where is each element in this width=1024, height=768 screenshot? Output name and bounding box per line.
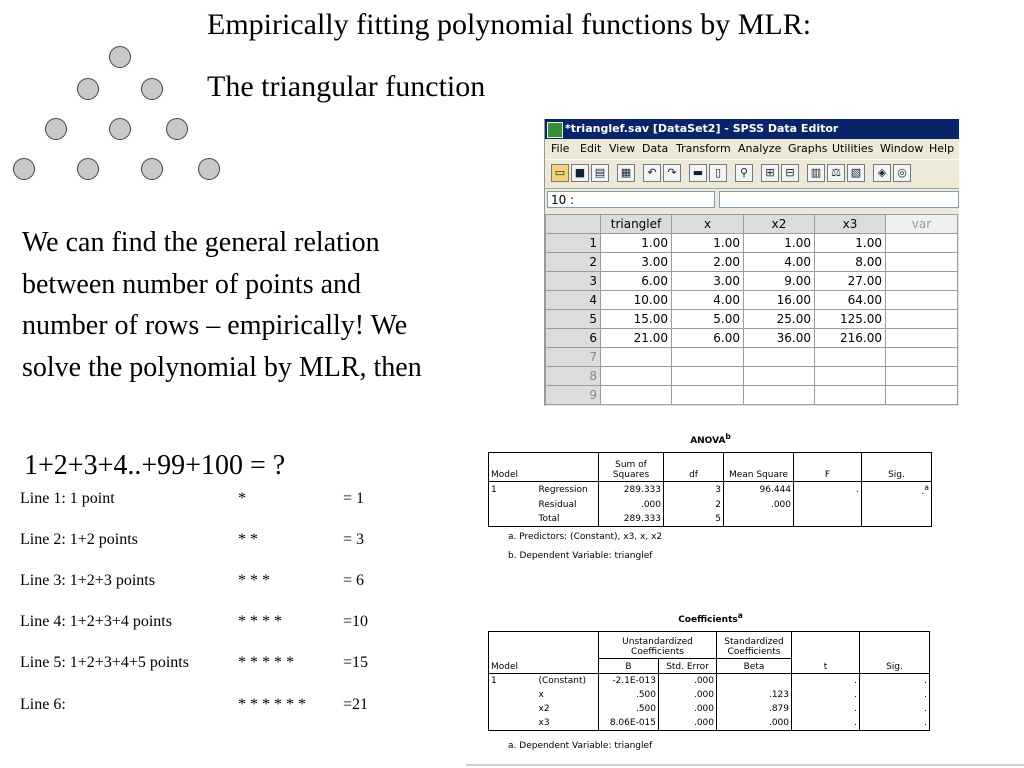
cell-reference-field[interactable]: 10 :	[547, 191, 715, 208]
spss-window-title: *trianglef.sav [DataSet2] - SPSS Data Editor	[565, 122, 839, 135]
anova-header-ms: Mean Square	[724, 453, 794, 482]
table-row	[489, 498, 932, 512]
coef-sig: .	[860, 674, 930, 689]
column-header[interactable]: x2	[744, 215, 815, 234]
anova-note-b: b. Dependent Variable: trianglef	[508, 551, 653, 561]
grid-cell[interactable]: 5.00	[672, 310, 744, 329]
grid-cell[interactable]: 3.00	[601, 253, 672, 272]
anova-ss: 289.333	[599, 512, 664, 527]
triangle-dots-diagram	[0, 0, 230, 190]
coef-header-standardized: Standardized Coefficients	[717, 632, 792, 659]
cell-value-field[interactable]	[719, 191, 959, 208]
grid-cell[interactable]	[886, 291, 958, 310]
anova-row-label: Regression	[537, 482, 599, 499]
anova-title: ANOVA$^b$	[690, 432, 731, 446]
grid-cell[interactable]	[815, 386, 886, 405]
grid-cell[interactable]: 9.00	[744, 272, 815, 291]
anova-table	[488, 452, 932, 527]
row-header[interactable]: 1	[546, 234, 601, 253]
column-header[interactable]: x3	[815, 215, 886, 234]
row-header[interactable]: 2	[546, 253, 601, 272]
coef-t: .	[792, 702, 860, 716]
grid-cell[interactable]	[886, 253, 958, 272]
coefficients-title-footnote: a	[737, 611, 743, 620]
grid-cell[interactable]: 25.00	[744, 310, 815, 329]
undo-icon[interactable]: ↶	[643, 164, 661, 182]
grid-cell[interactable]: 1.00	[815, 234, 886, 253]
menu-edit[interactable]: Edit	[580, 142, 602, 155]
grid-cell[interactable]	[886, 234, 958, 253]
row-header[interactable]: 4	[546, 291, 601, 310]
coef-header-model: Model	[491, 662, 519, 672]
spss-cell-editor-bar	[545, 189, 959, 211]
grid-cell[interactable]	[744, 348, 815, 367]
grid-cell[interactable]	[672, 367, 744, 386]
coefficients-output	[488, 611, 933, 761]
coef-t: .	[792, 716, 860, 731]
row-header[interactable]: 8	[546, 367, 601, 386]
table-row	[546, 291, 958, 310]
redo-icon[interactable]: ↷	[663, 164, 681, 182]
line-total: =15	[343, 654, 369, 671]
row-header[interactable]: 9	[546, 386, 601, 405]
use-sets-icon[interactable]: ◎	[893, 164, 911, 182]
coef-beta: .000	[717, 716, 792, 731]
table-row	[489, 674, 930, 689]
line-stars: * * * * * *	[238, 696, 306, 713]
anova-sig: .$^a$	[862, 482, 932, 499]
anova-ss: .000	[599, 498, 664, 512]
line-label: Line 3: 1+2+3 points	[20, 572, 155, 589]
dot-row3-3	[166, 118, 188, 140]
grid-cell[interactable]: 6.00	[672, 329, 744, 348]
dot-row4-3	[141, 158, 163, 180]
coefficients-note-a: a. Dependent Variable: trianglef	[508, 741, 653, 751]
line-stars: *	[238, 490, 246, 507]
grid-cell[interactable]: 4.00	[672, 291, 744, 310]
grid-cell[interactable]	[744, 367, 815, 386]
spss-title-bar	[545, 119, 959, 139]
coef-sig: .	[860, 702, 930, 716]
dot-row1-1	[109, 46, 131, 68]
anova-df: 5	[664, 512, 724, 527]
body-paragraph: We can find the general relation between number of points and number of rows – empirically! We solve the polynomial by MLR, then	[22, 227, 422, 383]
dot-row4-1	[13, 158, 35, 180]
coef-t: .	[792, 674, 860, 689]
table-row	[546, 272, 958, 291]
grid-cell[interactable]: 27.00	[815, 272, 886, 291]
grid-cell[interactable]: 64.00	[815, 291, 886, 310]
menu-utilities[interactable]: Utilities	[832, 142, 874, 155]
coef-row-label: (Constant)	[537, 674, 599, 689]
coef-sig: .	[860, 688, 930, 702]
row-header[interactable]: 7	[546, 348, 601, 367]
menu-data[interactable]: Data	[642, 142, 669, 155]
anova-note-a: a. Predictors: (Constant), x3, x, x2	[508, 532, 663, 542]
coef-beta	[717, 674, 792, 689]
select-cases-icon[interactable]: ▧	[847, 164, 865, 182]
line-label: Line 4: 1+2+3+4 points	[20, 613, 172, 630]
grid-cell[interactable]: 10.00	[601, 291, 672, 310]
line-total: = 3	[343, 531, 365, 548]
table-row	[546, 386, 958, 405]
anova-sig	[862, 512, 932, 527]
coef-se: .000	[659, 674, 717, 689]
coef-beta: .123	[717, 688, 792, 702]
coef-header-sig: Sig.	[860, 632, 930, 674]
sum-question: 1+2+3+4..+99+100 = ?	[24, 450, 286, 481]
line-stars: * * * * *	[238, 654, 294, 671]
row-header[interactable]: 3	[546, 272, 601, 291]
grid-cell[interactable]: 1.00	[744, 234, 815, 253]
table-row	[489, 512, 932, 527]
line-label: Line 5: 1+2+3+4+5 points	[20, 654, 189, 671]
grid-cell[interactable]: 21.00	[601, 329, 672, 348]
grid-cell[interactable]	[886, 386, 958, 405]
coef-se: .000	[659, 702, 717, 716]
grid-cell[interactable]: 15.00	[601, 310, 672, 329]
menu-window[interactable]: Window	[880, 142, 924, 155]
grid-cell[interactable]	[744, 386, 815, 405]
column-header[interactable]: trianglef	[601, 215, 672, 234]
grid-cell[interactable]: 3.00	[672, 272, 744, 291]
line-stars: * *	[238, 531, 258, 548]
coef-se: .000	[659, 688, 717, 702]
coef-t: .	[792, 688, 860, 702]
anova-header-df: df	[664, 453, 724, 482]
line-total: =21	[343, 696, 369, 713]
grid-cell[interactable]	[601, 348, 672, 367]
anova-f: .	[794, 482, 862, 499]
line-total: = 1	[343, 490, 365, 507]
anova-ms	[724, 512, 794, 527]
dot-row2-2	[141, 78, 163, 100]
anova-header-f: F	[794, 453, 862, 482]
slide-title-line-2: The triangular function	[207, 70, 486, 103]
grid-cell[interactable]: 2.00	[672, 253, 744, 272]
table-row	[489, 688, 930, 702]
coefficients-title: Coefficients$^a$	[678, 611, 743, 625]
coef-header-beta: Beta	[717, 659, 792, 674]
line-label: Line 2: 1+2 points	[20, 531, 138, 548]
coef-row-label: x3	[538, 718, 550, 728]
grid-cell[interactable]	[672, 386, 744, 405]
open-icon[interactable]: ▭	[551, 164, 569, 182]
insert-variable-icon[interactable]: ⊟	[781, 164, 799, 182]
table-row	[546, 310, 958, 329]
line-stars: * * * *	[238, 613, 282, 630]
bottom-divider	[466, 764, 1024, 766]
grid-cell[interactable]	[886, 367, 958, 386]
anova-ss: 289.333	[599, 482, 664, 499]
spss-app-icon	[547, 122, 563, 138]
table-row	[546, 234, 958, 253]
split-file-icon[interactable]: ▥	[807, 164, 825, 182]
menu-transform[interactable]: Transform	[676, 142, 731, 155]
goto-case-icon[interactable]: ▬	[689, 164, 707, 182]
dot-row2-1	[77, 78, 99, 100]
grid-cell[interactable]	[886, 329, 958, 348]
grid-cell[interactable]	[886, 272, 958, 291]
anova-row-label: Residual	[538, 500, 577, 510]
spss-menu-bar	[545, 139, 959, 159]
table-row	[489, 482, 932, 499]
grid-cell[interactable]	[815, 348, 886, 367]
coef-header-t: t	[792, 632, 860, 674]
table-row	[546, 253, 958, 272]
coef-b: -2.1E-013	[599, 674, 659, 689]
anova-header-sig: Sig.	[862, 453, 932, 482]
coef-b: 8.06E-015	[599, 716, 659, 731]
grid-cell[interactable]: 4.00	[744, 253, 815, 272]
grid-cell[interactable]	[601, 386, 672, 405]
insert-cases-icon[interactable]: ⊞	[761, 164, 779, 182]
grid-cell[interactable]	[815, 367, 886, 386]
grid-cell[interactable]	[886, 310, 958, 329]
grid-cell[interactable]	[672, 348, 744, 367]
dot-row3-2	[109, 118, 131, 140]
column-header[interactable]: x	[672, 215, 744, 234]
coef-beta: .879	[717, 702, 792, 716]
menu-help[interactable]: Help	[929, 142, 955, 155]
coefficients-table	[488, 631, 930, 731]
coef-header-b: B	[599, 659, 659, 674]
line-label: Line 1: 1 point	[20, 490, 115, 507]
row-header[interactable]: 6	[546, 329, 601, 348]
grid-cell[interactable]: 1.00	[672, 234, 744, 253]
grid-cell[interactable]	[886, 348, 958, 367]
variables-icon[interactable]: ▯	[709, 164, 727, 182]
anova-row-label: Total	[538, 514, 560, 524]
anova-ms: 96.444	[724, 482, 794, 499]
anova-header-model: Model	[491, 470, 519, 480]
spss-data-editor-window	[544, 119, 959, 406]
anova-model-number: 1	[489, 482, 537, 499]
coef-sig: .	[860, 716, 930, 731]
line-total: = 6	[343, 572, 365, 589]
value-labels-icon[interactable]: ◈	[873, 164, 891, 182]
grid-corner[interactable]	[546, 215, 601, 234]
grid-cell[interactable]: 36.00	[744, 329, 815, 348]
table-row	[489, 716, 930, 731]
menu-file[interactable]: File	[551, 142, 570, 155]
menu-graphs[interactable]: Graphs	[788, 142, 828, 155]
dot-row4-4	[198, 158, 220, 180]
anova-df: 2	[664, 498, 724, 512]
coef-header-se: Std. Error	[659, 659, 717, 674]
slide-title-line-1: Empirically fitting polynomial functions by MLR:	[207, 8, 812, 41]
anova-output	[488, 432, 933, 567]
weight-cases-icon[interactable]: ⚖	[827, 164, 845, 182]
spss-toolbar	[545, 159, 959, 189]
anova-f	[794, 512, 862, 527]
anova-f	[794, 498, 862, 512]
coef-model-number: 1	[489, 674, 537, 689]
grid-cell[interactable]: 125.00	[815, 310, 886, 329]
table-row	[489, 702, 930, 716]
table-row	[546, 329, 958, 348]
grid-cell[interactable]: 1.00	[601, 234, 672, 253]
anova-sig	[862, 498, 932, 512]
column-header[interactable]: var	[886, 215, 958, 234]
grid-cell[interactable]: 6.00	[601, 272, 672, 291]
grid-cell[interactable]: 216.00	[815, 329, 886, 348]
anova-title-footnote: b	[725, 432, 731, 441]
coef-se: .000	[659, 716, 717, 731]
save-icon[interactable]: ■	[571, 164, 589, 182]
table-row	[546, 367, 958, 386]
find-icon[interactable]: ⚲	[735, 164, 753, 182]
data-grid	[545, 214, 958, 405]
line-stars: * * *	[238, 572, 270, 589]
coef-row-label: x2	[538, 704, 550, 714]
line-total: =10	[343, 613, 369, 630]
anova-ms: .000	[724, 498, 794, 512]
anova-df: 3	[664, 482, 724, 499]
print-icon[interactable]: ▤	[591, 164, 609, 182]
row-header[interactable]: 5	[546, 310, 601, 329]
dot-row4-2	[77, 158, 99, 180]
dot-row3-1	[45, 118, 67, 140]
menu-analyze[interactable]: Analyze	[738, 142, 782, 155]
grid-cell[interactable]	[601, 367, 672, 386]
table-row	[546, 348, 958, 367]
menu-view[interactable]: View	[609, 142, 636, 155]
coef-b: .500	[599, 688, 659, 702]
line-label: Line 6:	[20, 696, 66, 713]
coef-header-unstandardized: Unstandardized Coefficients	[599, 632, 717, 659]
coef-b: .500	[599, 702, 659, 716]
coef-row-label: x	[538, 690, 544, 700]
grid-cell[interactable]: 16.00	[744, 291, 815, 310]
grid-cell[interactable]: 8.00	[815, 253, 886, 272]
dialog-recall-icon[interactable]: ▦	[617, 164, 635, 182]
anova-header-ss: Sum of Squares	[599, 453, 664, 482]
